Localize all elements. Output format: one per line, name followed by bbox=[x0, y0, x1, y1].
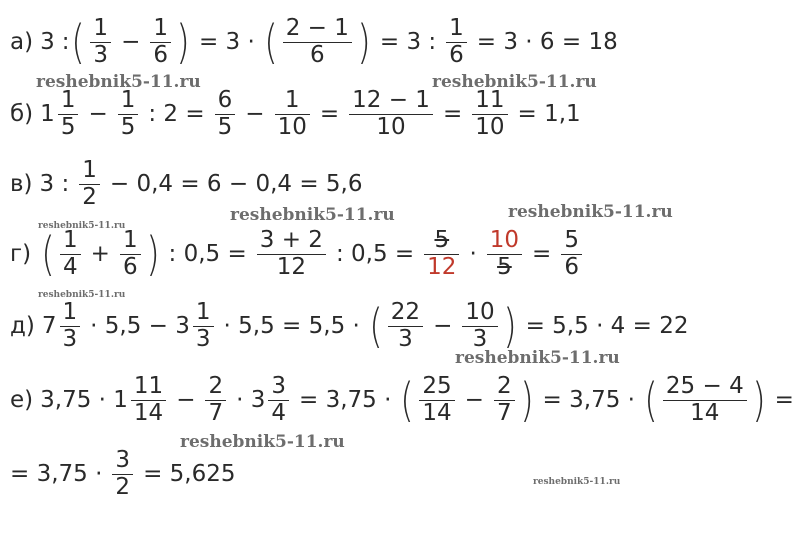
problem-label: е) bbox=[10, 387, 34, 414]
watermark: reshebnik5-11.ru bbox=[432, 72, 597, 92]
term: = 5,5 · 4 = 22 bbox=[525, 313, 689, 340]
problem-e bbox=[10, 374, 801, 427]
left-paren: ( bbox=[369, 299, 383, 354]
fraction: $\frac{11}{14}$ bbox=[131, 374, 166, 427]
operator: = bbox=[532, 241, 552, 268]
left-paren: ( bbox=[71, 15, 86, 70]
operator: − bbox=[245, 101, 265, 128]
fraction: $\frac{25 - 4}{14}$ bbox=[663, 374, 747, 427]
problem-e-continuation bbox=[10, 448, 243, 501]
operator: − bbox=[176, 387, 196, 414]
left-paren: ( bbox=[41, 227, 55, 282]
watermark: reshebnik5-11.ru bbox=[180, 432, 345, 452]
left-paren: ( bbox=[400, 373, 415, 428]
watermark: reshebnik5-11.ru bbox=[38, 221, 126, 231]
term: : 2 = bbox=[148, 101, 205, 128]
operator: = bbox=[774, 387, 794, 414]
operator: = bbox=[319, 101, 340, 128]
fraction: $\frac{11}{10}$ bbox=[472, 88, 507, 141]
fraction: $\frac{1}{6}$ bbox=[120, 228, 141, 281]
problem-label: д) bbox=[10, 313, 35, 340]
operator: − bbox=[464, 387, 484, 414]
right-paren: ) bbox=[357, 15, 371, 70]
fraction: $\frac{5}{6}$ bbox=[561, 228, 582, 281]
left-paren: ( bbox=[644, 373, 658, 428]
problem-g bbox=[10, 228, 585, 281]
term: = 1,1 bbox=[517, 101, 581, 128]
term: = 3,75 · bbox=[299, 387, 392, 414]
fraction: $\frac{25}{14}$ bbox=[419, 374, 454, 427]
term: − 0,4 = 6 − 0,4 = 5,6 bbox=[109, 171, 363, 198]
term: 3,75 · 1 bbox=[40, 387, 128, 414]
term: 1 bbox=[40, 101, 55, 128]
term: · 3 bbox=[236, 387, 266, 414]
right-paren: ) bbox=[502, 299, 517, 354]
fraction: $\frac{3}{4}$ bbox=[268, 374, 289, 427]
term: · 5,5 = 5,5 · bbox=[223, 313, 360, 340]
fraction: $\frac{1}{6}$ bbox=[446, 16, 467, 69]
watermark: reshebnik5-11.ru bbox=[36, 72, 201, 92]
operator: + bbox=[90, 241, 110, 268]
term: = 5,625 bbox=[143, 461, 236, 488]
term: = 3 : bbox=[379, 29, 437, 56]
fraction: $\frac{1}{6}$ bbox=[150, 16, 171, 69]
fraction: $\frac{1}{10}$ bbox=[275, 88, 310, 141]
fraction: $\frac{12 - 1}{10}$ bbox=[349, 88, 433, 141]
problem-d bbox=[10, 300, 695, 353]
fraction: $\frac{3 + 2}{12}$ bbox=[257, 228, 326, 281]
problem-a bbox=[10, 16, 625, 69]
fraction: $\frac{1}{2}$ bbox=[79, 158, 100, 211]
fraction: $\frac{2}{7}$ bbox=[494, 374, 515, 427]
fraction: $\frac{2}{7}$ bbox=[205, 374, 226, 427]
fraction: $\frac{1}{5}$ bbox=[118, 88, 139, 141]
problem-label: а) bbox=[10, 29, 34, 56]
problem-v bbox=[10, 158, 370, 211]
fraction: $\frac{10}{5}$ bbox=[487, 228, 522, 281]
operator: : bbox=[61, 29, 70, 56]
problem-label: б) bbox=[10, 101, 34, 128]
term: · 5,5 − 3 bbox=[90, 313, 190, 340]
fraction: $\frac{1}{4}$ bbox=[60, 228, 81, 281]
watermark: reshebnik5-11.ru bbox=[230, 205, 395, 225]
fraction: $\frac{1}{3}$ bbox=[60, 300, 81, 353]
problem-label: г) bbox=[10, 241, 32, 268]
watermark: reshebnik5-11.ru bbox=[38, 290, 126, 300]
operator: = bbox=[442, 101, 463, 128]
right-paren: ) bbox=[519, 373, 534, 428]
term: = 3 · 6 = 18 bbox=[476, 29, 618, 56]
fraction: $\frac{2 - 1}{6}$ bbox=[283, 16, 352, 69]
term: : 0,5 = bbox=[168, 241, 247, 268]
right-paren: ) bbox=[176, 15, 190, 70]
problem-label: в) bbox=[10, 171, 33, 198]
watermark: reshebnik5-11.ru bbox=[533, 477, 621, 487]
term: = 3,75 · bbox=[10, 461, 103, 488]
term: : 0,5 = bbox=[335, 241, 415, 268]
term: = 3,75 · bbox=[542, 387, 635, 414]
operator: · bbox=[469, 241, 477, 268]
term: 7 bbox=[41, 313, 57, 340]
fraction: $\frac{5}{12}$ bbox=[424, 228, 459, 281]
term: 3 bbox=[40, 29, 55, 56]
term: = 3 · bbox=[198, 29, 255, 56]
watermark: reshebnik5-11.ru bbox=[455, 348, 620, 368]
problem-b bbox=[10, 88, 588, 141]
operator: − bbox=[121, 29, 141, 56]
fraction: $\frac{1}{3}$ bbox=[193, 300, 214, 353]
term: 3 : bbox=[39, 171, 70, 198]
operator: − bbox=[88, 101, 108, 128]
right-paren: ) bbox=[751, 373, 766, 428]
operator: − bbox=[433, 313, 453, 340]
left-paren: ( bbox=[264, 15, 278, 70]
fraction: $\frac{1}{3}$ bbox=[90, 16, 111, 69]
fraction: $\frac{6}{5}$ bbox=[215, 88, 236, 141]
fraction: $\frac{3}{2}$ bbox=[112, 448, 133, 501]
fraction: $\frac{22}{3}$ bbox=[388, 300, 423, 353]
fraction: $\frac{10}{3}$ bbox=[462, 300, 497, 353]
watermark: reshebnik5-11.ru bbox=[508, 202, 673, 222]
right-paren: ) bbox=[145, 227, 160, 282]
fraction: $\frac{1}{5}$ bbox=[58, 88, 79, 141]
